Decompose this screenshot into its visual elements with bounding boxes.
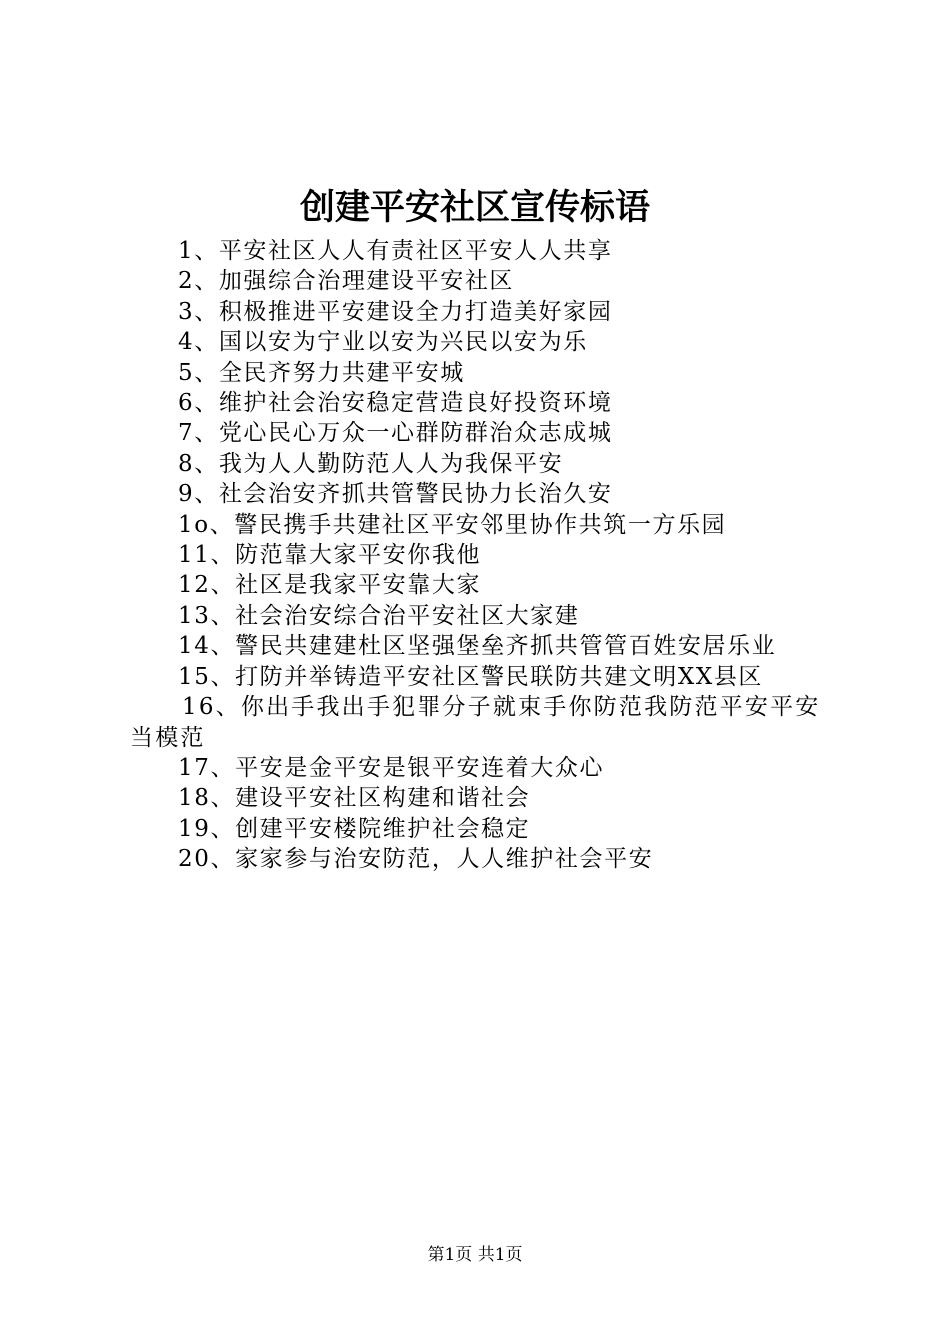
slogan-item-17: 17、平安是金平安是银平安连着大众心 bbox=[178, 754, 605, 781]
slogan-item-18: 18、建设平安社区构建和谐社会 bbox=[178, 785, 531, 812]
slogan-item-14: 14、警民共建建杜区坚强堡垒齐抓共管管百姓安居乐业 bbox=[178, 633, 777, 660]
slogan-item-4: 4、国以安为宁业以安为兴民以安为乐 bbox=[178, 329, 588, 356]
document-title: 创建平安社区宣传标语 bbox=[299, 187, 650, 228]
slogan-item-16: 16、你出手我出手犯罪分子就束手你防范我防范平安平安当模范 bbox=[130, 694, 821, 751]
slogan-item-19: 19、创建平安楼院维护社会稳定 bbox=[178, 815, 531, 842]
slogan-item-2: 2、加强综合治理建设平安社区 bbox=[178, 268, 515, 295]
slogan-item-8: 8、我为人人勤防范人人为我保平安 bbox=[178, 450, 564, 477]
slogan-item-12: 12、社区是我家平安靠大家 bbox=[178, 572, 482, 599]
page-footer: 第1页 共1页 bbox=[427, 1245, 523, 1265]
slogan-item-15: 15、打防并举铸造平安社区警民联防共建文明XX县区 bbox=[178, 663, 764, 690]
slogan-item-10: 1o、警民携手共建社区平安邻里协作共筑一方乐园 bbox=[178, 511, 727, 538]
slogan-item-9: 9、社会治安齐抓共管警民协力长治久安 bbox=[178, 481, 613, 508]
slogan-item-11: 11、防范靠大家平安你我他 bbox=[178, 542, 482, 569]
slogan-list bbox=[130, 236, 840, 875]
slogan-item-3: 3、积极推进平安建设全力打造美好家园 bbox=[178, 298, 613, 325]
slogan-item-7: 7、党心民心万众一心群防群治众志成城 bbox=[178, 420, 613, 447]
slogan-item-5: 5、全民齐努力共建平安城 bbox=[178, 359, 465, 386]
slogan-item-13: 13、社会治安综合治平安社区大家建 bbox=[178, 602, 580, 629]
slogan-item-1: 1、平安社区人人有责社区平安人人共享 bbox=[178, 238, 613, 264]
slogan-item-6: 6、维护社会治安稳定营造良好投资环境 bbox=[178, 390, 613, 417]
slogan-item-20: 20、家家参与治安防范，人人维护社会平安 bbox=[178, 846, 654, 873]
